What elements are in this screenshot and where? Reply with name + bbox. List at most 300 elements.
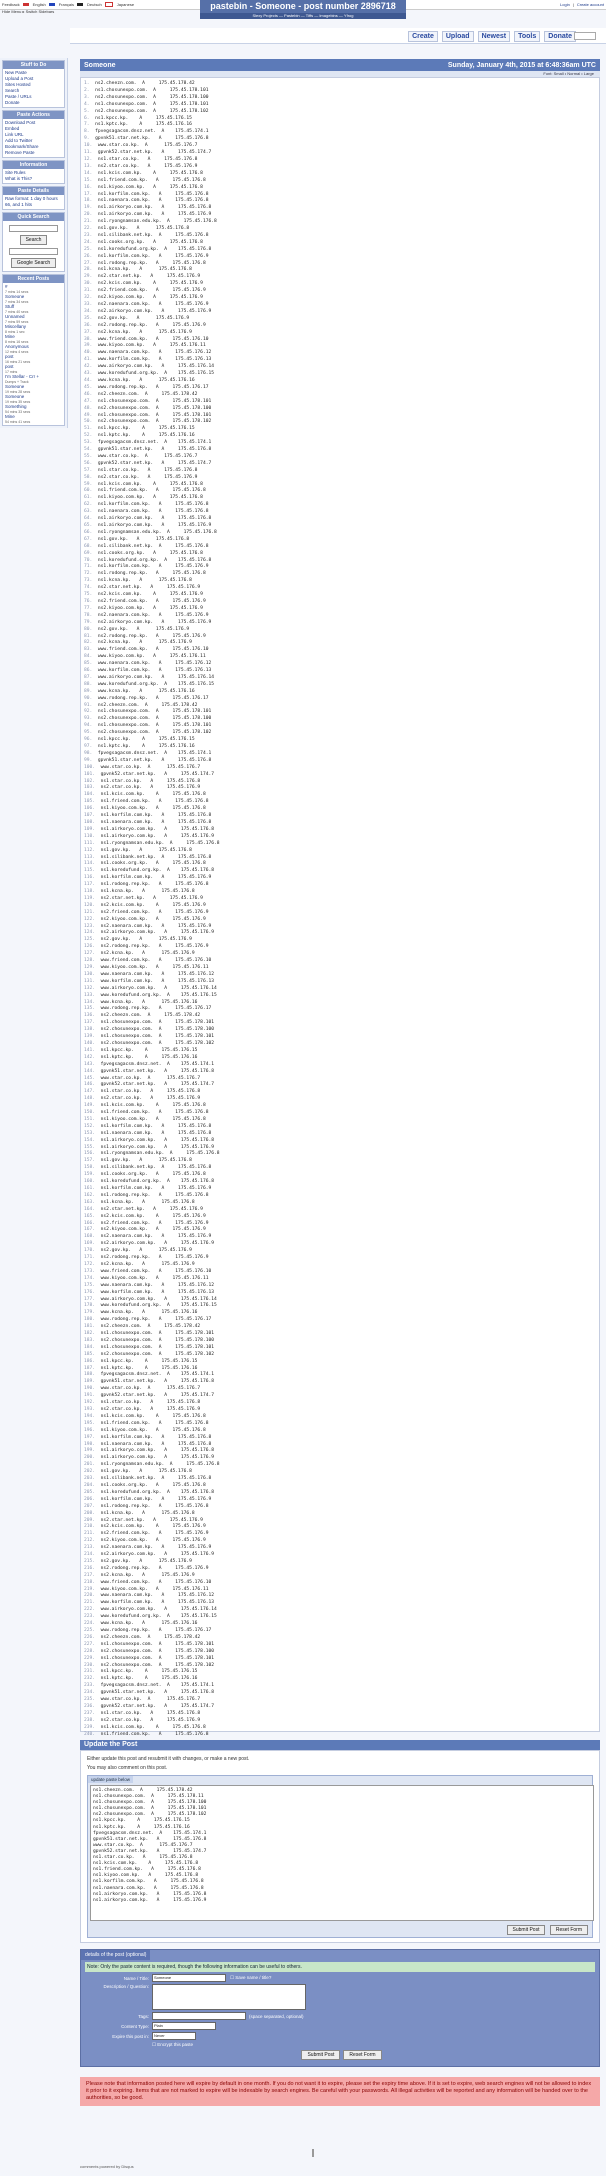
line-text: ns1.ryongnamsan.edu.kp. A 175.45.176.8: [97, 219, 217, 225]
line-text: ns1.chosunexpo.com. A 175.45.178.101: [100, 1020, 215, 1026]
line-number: 19.: [84, 205, 98, 211]
line-text: ns1.chosunexpo.com. A 175.45.178.101: [100, 1655, 215, 1661]
line-text: www.kcna.kp. A 175.45.176.16: [97, 377, 195, 383]
line-text: ns1.kpcc.kp. A 175.45.176.15: [100, 1358, 198, 1364]
code-line: [84, 896, 596, 903]
line-text: ns2.rodong.rep.kp. A 175.45.176.9: [97, 633, 206, 639]
line-text: ns2.chosunexpo.com. A 175.45.178.100: [97, 716, 212, 722]
sidebar-item-action-3[interactable]: Add to Twitter: [5, 138, 33, 143]
sidebar-item-action-2[interactable]: Link URL: [5, 132, 24, 137]
line-text: ns1.cooks.org.kp. A 175.45.176.8: [100, 1172, 206, 1178]
line-text: ns2.kcis.com.kp. A 175.45.176.9: [100, 1213, 206, 1219]
line-text: ns1.kptc.kp. A 175.45.176.16: [95, 122, 192, 128]
sidebar-item-stuff-4[interactable]: Paste / URLs: [5, 94, 32, 99]
line-text: ns2.gov.kp. A 175.45.176.9: [97, 315, 190, 321]
flag-icon[interactable]: [105, 2, 113, 7]
line-text: ns2.kiyoo.com.kp. A 175.45.176.9: [100, 916, 206, 922]
line-number: 132.: [84, 985, 101, 991]
content-type-select[interactable]: Plain: [152, 2022, 216, 2030]
post-content: [80, 59, 600, 2106]
recent-post-age: 54 mins 33 secs: [5, 410, 31, 414]
line-text: ns1.kiyoo.com.kp. A 175.45.176.8: [97, 184, 203, 190]
line-text: gpvnk51.star.net.kp. A 175.45.176.8: [100, 1068, 215, 1074]
recent-post-3[interactable]: [5, 314, 62, 324]
sidebar-item-stuff-0[interactable]: New Paste: [5, 70, 27, 75]
reset-form-button[interactable]: Reset Form: [550, 1925, 588, 1935]
nav-donate[interactable]: Donate: [544, 31, 576, 42]
line-number: 58.: [84, 474, 98, 480]
line-text: ns1.ryongnamsan.edu.kp. A 175.45.176.8: [97, 529, 217, 535]
line-text: ns1.kcis.com.kp. A 175.45.176.8: [97, 170, 203, 176]
line-number: 115.: [84, 868, 101, 874]
recent-post-13[interactable]: [5, 414, 62, 424]
line-text: www.rodong.rep.kp. A 175.45.176.17: [97, 384, 209, 390]
line-number: 113.: [84, 854, 101, 860]
login-link[interactable]: Login: [560, 2, 570, 7]
code-line: [84, 1435, 596, 1442]
line-text: ns1.friend.com.kp. A 175.45.176.8: [100, 799, 209, 805]
line-text: ns2.gov.kp. A 175.45.176.9: [97, 626, 190, 632]
name-label: Name / Title:: [123, 1975, 149, 1981]
sidebar-item-action-0[interactable]: Download Post: [5, 120, 36, 125]
line-text: ns2.airkoryo.com.kp. A 175.45.176.9: [100, 1552, 215, 1558]
line-number: 171.: [84, 1255, 101, 1261]
code-line: [84, 599, 596, 606]
code-line: [84, 447, 596, 454]
line-number: 33.: [84, 302, 98, 307]
code-line: [84, 972, 596, 979]
recent-post-0[interactable]: [5, 284, 62, 294]
code-line: [84, 1635, 596, 1642]
line-number: 199.: [84, 1448, 101, 1454]
code-line: [84, 1110, 596, 1117]
line-text: ns2.kcna.kp. A 175.45.176.9: [100, 1572, 195, 1578]
code-line: [84, 371, 596, 378]
line-text: ns2.airkoryo.com.kp. A 175.45.176.9: [97, 308, 212, 314]
code-line: [84, 1545, 596, 1552]
line-number: 149.: [84, 1103, 101, 1109]
paste-textarea[interactable]: [90, 1785, 594, 1921]
sidebar-item-info-1[interactable]: What is This?: [5, 176, 33, 181]
line-number: 37.: [84, 329, 98, 335]
line-text: ns1.gov.kp. A 175.45.176.8: [100, 847, 192, 853]
submit-post-button[interactable]: Submit Post: [507, 1925, 546, 1935]
line-text: ns2.chosunexpo.com. A 175.45.178.102: [97, 730, 212, 736]
sidebar-item-action-4[interactable]: Bookmark/Share: [5, 144, 39, 149]
recent-post-title[interactable]: Something: [5, 404, 27, 409]
line-number: 91.: [84, 702, 98, 708]
line-number: 112.: [84, 847, 101, 853]
code-line: [84, 1276, 596, 1283]
line-text: ns2.star.net.kp. A 175.45.176.9: [97, 274, 201, 280]
line-text: www.star.co.kp. A 175.45.176.7: [100, 1697, 201, 1703]
sidebar-item-stuff-1[interactable]: Upload a Post: [5, 76, 34, 81]
line-text: fpvegsagacsm.dnsz.net. A 175.45.174.1: [95, 129, 209, 135]
code-line: [84, 1511, 596, 1518]
expire-select[interactable]: Never: [152, 2032, 196, 2040]
encrypt-checkbox[interactable]: ☐ Encrypt this paste: [152, 2042, 194, 2047]
line-number: 212.: [84, 1538, 101, 1544]
line-number: 154.: [84, 1137, 101, 1143]
line-number: 95.: [84, 730, 98, 736]
line-text: ns2.kcis.com.kp. A 175.45.176.9: [97, 592, 203, 598]
paste-details: Raw format: 1 day 0 hours 66, and 1 hits: [5, 196, 58, 207]
line-text: ns2.gov.kp. A 175.45.176.9: [100, 1248, 192, 1254]
flag-icon[interactable]: [49, 3, 55, 6]
line-text: ns2.kiyoo.com.kp. A 175.45.176.9: [97, 295, 203, 301]
recent-post-title[interactable]: Someone: [5, 294, 25, 299]
recent-post-title[interactable]: Miscellany: [5, 324, 27, 329]
recent-post-12[interactable]: [5, 404, 62, 414]
line-number: 130.: [84, 971, 101, 977]
code-line: [84, 551, 596, 558]
recent-post-title[interactable]: Mine: [5, 334, 15, 339]
line-text: ns1.kcis.com.kp. A 175.45.176.8: [100, 792, 206, 798]
line-number: 239.: [84, 1724, 101, 1730]
code-line: [84, 1483, 596, 1490]
code-line: [84, 661, 596, 668]
sidebar-item-action-5[interactable]: Remove Paste: [5, 150, 35, 155]
code-line: [84, 1704, 596, 1711]
nav-upload[interactable]: Upload: [442, 31, 474, 42]
recent-post-8[interactable]: [5, 364, 62, 374]
code-line: [84, 247, 596, 254]
line-text: ns1.airkoryo.com.kp. A 175.45.176.9: [97, 212, 212, 218]
line-number: 179.: [84, 1310, 101, 1316]
line-number: 94.: [84, 723, 98, 729]
line-number: 159.: [84, 1172, 101, 1178]
code-line: [84, 820, 596, 827]
sidebar-item-stuff-5[interactable]: Donate: [5, 100, 20, 105]
description-field[interactable]: [152, 1984, 306, 2010]
recent-post-title[interactable]: Anonymous: [5, 344, 29, 349]
disqus-credit[interactable]: comments powered by Disqus: [80, 2164, 134, 2169]
line-text: ns1.chosunexpo.com. A 175.45.178.101: [95, 87, 209, 93]
line-number: 2.: [84, 87, 96, 93]
line-number: 195.: [84, 1420, 101, 1426]
line-text: ns1.kcna.kp. A 175.45.176.8: [97, 267, 192, 273]
line-text: gpvnk52.star.net.kp. A 175.45.174.7: [100, 771, 215, 777]
line-text: www.star.co.kp. A 175.45.176.7: [100, 764, 201, 770]
recent-post-title[interactable]: Mine: [5, 414, 15, 419]
line-text: ns1.gov.kp. A 175.45.176.8: [100, 1158, 192, 1164]
line-text: gpvnk52.star.net.kp. A 175.45.174.7: [100, 1393, 215, 1399]
line-text: ns2.cheezn.com. A 175.45.178.42: [97, 391, 198, 397]
nav-newest[interactable]: Newest: [478, 31, 511, 42]
recent-post-7[interactable]: [5, 354, 62, 364]
line-number: 44.: [84, 377, 98, 383]
line-text: gpvnk52.star.net.kp. A 175.45.174.7: [100, 1703, 215, 1709]
line-number: 119.: [84, 895, 101, 901]
line-number: 172.: [84, 1261, 101, 1267]
google-search-input[interactable]: [9, 248, 58, 255]
line-text: www.friend.com.kp. A 175.45.176.10: [100, 958, 212, 964]
line-text: www.friend.com.kp. A 175.45.176.10: [100, 1268, 212, 1274]
line-text: www.kcna.kp. A 175.45.176.16: [100, 1310, 198, 1316]
post-details-panel: [80, 1949, 600, 2067]
feedback-link[interactable]: Feedback: [2, 2, 20, 7]
nav-tools[interactable]: Tools: [514, 31, 540, 42]
line-number: 65.: [84, 523, 98, 528]
line-number: 234.: [84, 1690, 101, 1696]
line-text: ns1.kiyoo.com.kp. A 175.45.176.8: [100, 806, 206, 812]
line-number: 127.: [84, 951, 101, 957]
line-text: ns1.kcna.kp. A 175.45.176.8: [100, 1510, 195, 1516]
code-line: [84, 475, 596, 482]
line-text: ns1.rodong.rep.kp. A 175.45.176.8: [97, 571, 206, 577]
code-line: [84, 1048, 596, 1055]
line-number: 160.: [84, 1179, 101, 1185]
code-line: [84, 1414, 596, 1421]
line-number: 29.: [84, 274, 98, 280]
line-text: www.naenara.com.kp. A 175.45.176.12: [97, 661, 212, 667]
code-line: [84, 330, 596, 337]
line-text: ns1.korfilm.com.kp. A 175.45.176.9: [100, 875, 212, 881]
line-number: 158.: [84, 1165, 101, 1171]
line-text: ns1.kiyoo.com.kp. A 175.45.176.8: [97, 495, 203, 501]
recent-post-title[interactable]: Someone: [5, 384, 25, 389]
line-number: 101.: [84, 771, 101, 777]
code-line: [84, 461, 596, 468]
line-number: 213.: [84, 1545, 101, 1551]
line-text: ns1.kptc.kp. A 175.45.176.16: [100, 1054, 198, 1060]
line-number: 21.: [84, 219, 98, 225]
flag-icon[interactable]: [77, 3, 83, 6]
line-text: ns2.airkoryo.com.kp. A 175.45.176.9: [97, 619, 212, 625]
line-number: 83.: [84, 647, 98, 653]
flag-icon[interactable]: [23, 3, 29, 6]
code-line: [84, 737, 596, 744]
recent-post-1[interactable]: [5, 294, 62, 304]
line-number: 102.: [84, 778, 101, 784]
code-line: [84, 1055, 596, 1062]
code-line: [84, 516, 596, 523]
lang-english[interactable]: English: [32, 2, 46, 7]
recent-post-11[interactable]: [5, 394, 62, 404]
line-text: ns1.kcna.kp. A 175.45.176.8: [97, 578, 192, 584]
save-name-checkbox[interactable]: ☐ Save name / title?: [230, 1975, 272, 1980]
code-line: [84, 1559, 596, 1566]
details-reset-button[interactable]: Reset Form: [343, 2050, 381, 2060]
recent-post-10[interactable]: [5, 384, 62, 394]
line-text: ns1.cooks.org.kp. A 175.45.176.8: [100, 861, 206, 867]
quick-search-button[interactable]: Search: [20, 235, 48, 245]
name-field[interactable]: Someone: [152, 1974, 226, 1982]
recent-post-4[interactable]: [5, 324, 62, 334]
line-text: ns1.friend.com.kp. A 175.45.176.8: [97, 488, 206, 494]
line-text: ns2.airkoryo.com.kp. A 175.45.176.9: [100, 930, 215, 936]
recent-post-6[interactable]: [5, 344, 62, 354]
line-number: 89.: [84, 688, 98, 694]
site-links[interactable]: Slexy Projects — Pastebin — Tiffs — Imagebins — Yfrog: [200, 13, 406, 19]
line-text: ns2.rodong.rep.kp. A 175.45.176.9: [100, 1565, 209, 1571]
recent-post-9[interactable]: [5, 374, 62, 384]
line-number: 41.: [84, 357, 98, 363]
sidebar-item-info-0[interactable]: Site Rules: [5, 170, 26, 175]
line-text: ns1.kptc.kp. A 175.45.176.16: [97, 744, 195, 749]
code-line: [84, 1345, 596, 1352]
line-number: 87.: [84, 674, 98, 680]
line-text: ns2.friend.com.kp. A 175.45.176.9: [100, 1220, 209, 1226]
line-text: www.kcna.kp. A 175.45.176.16: [100, 1621, 198, 1627]
line-number: 207.: [84, 1503, 101, 1509]
line-number: 22.: [84, 226, 98, 232]
line-number: 75.: [84, 592, 98, 598]
site-title: pastebin - Someone - post number 2896718: [200, 0, 406, 13]
google-search-button[interactable]: Google Search: [11, 258, 56, 268]
line-text: ns2.star.net.kp. A 175.45.176.9: [100, 1517, 203, 1523]
line-text: www.kiyoo.com.kp. A 175.45.176.11: [97, 343, 206, 349]
line-text: www.korfilm.com.kp. A 175.45.176.13: [100, 1289, 215, 1295]
font-size-options[interactable]: Font: Small • Normal • Large: [80, 71, 600, 77]
line-number: 120.: [84, 902, 101, 908]
code-line: [84, 1697, 596, 1704]
line-number: 138.: [84, 1027, 101, 1033]
line-number: 201.: [84, 1462, 101, 1468]
line-text: ns2.star.net.kp. A 175.45.176.9: [100, 895, 203, 901]
line-number: 12.: [84, 156, 98, 162]
line-text: ns2.star.co.kp. A 175.45.176.9: [97, 474, 198, 480]
lang-french[interactable]: Français: [58, 2, 75, 7]
line-number: 137.: [84, 1020, 101, 1026]
line-number: 228.: [84, 1648, 101, 1654]
line-text: ns2.rodong.rep.kp. A 175.45.176.9: [100, 944, 209, 950]
line-text: ns1.korfilm.com.kp. A 175.45.176.8: [97, 502, 209, 508]
recent-post-title[interactable]: Unnamed: [5, 314, 25, 319]
line-number: 23.: [84, 232, 98, 238]
line-text: ns2.star.net.kp. A 175.45.176.9: [100, 1206, 203, 1212]
recent-post-title[interactable]: Stuff: [5, 304, 15, 309]
line-text: ns2.star.co.kp. A 175.45.176.9: [100, 1407, 201, 1412]
line-number: 187.: [84, 1365, 101, 1371]
line-number: 191.: [84, 1393, 101, 1399]
line-number: 133.: [84, 992, 101, 998]
line-text: ns2.cheezn.com. A 175.45.178.42: [97, 702, 198, 708]
recent-post-title[interactable]: post: [5, 354, 14, 359]
code-line: [84, 1179, 596, 1186]
recent-post-title[interactable]: #: [5, 284, 8, 289]
line-text: ns1.star.co.kp. A 175.45.176.8: [97, 156, 198, 162]
update-panel: [87, 1775, 593, 1938]
lang-japanese[interactable]: Japanese: [116, 2, 135, 7]
line-number: 231.: [84, 1669, 101, 1675]
line-number: 40.: [84, 350, 98, 356]
line-number: 77.: [84, 605, 98, 611]
line-number: 107.: [84, 813, 101, 819]
line-number: 124.: [84, 930, 101, 936]
line-number: 129.: [84, 965, 101, 970]
line-number: 8.: [84, 129, 96, 135]
line-text: www.kiyoo.com.kp. A 175.45.176.11: [100, 965, 209, 970]
line-number: 50.: [84, 419, 98, 425]
recent-post-title[interactable]: Someone: [5, 394, 25, 399]
line-text: ns2.kcna.kp. A 175.45.176.9: [100, 1261, 195, 1267]
line-number: 1.: [84, 81, 96, 86]
code-line: [84, 1041, 596, 1048]
code-line: [84, 1117, 596, 1124]
line-number: 63.: [84, 509, 98, 515]
line-text: ns1.korfilm.com.kp. A 175.45.176.8: [100, 813, 212, 819]
line-number: 193.: [84, 1407, 101, 1412]
line-text: www.friend.com.kp. A 175.45.176.10: [97, 336, 209, 342]
expiry-warning: Please note that information posted here will expire by default in one month. If you do not want it to expire, please set the expiry time above. If it is set to expire, web search engines will not be allowed to index it prior to it expiring. Items that are not marked to expire will be indexable by search engines. Be careful with your passwords. All illegal activities will be reported and any information will be handed over to the authorities, so be good.: [80, 2077, 600, 2106]
line-number: 42.: [84, 364, 98, 370]
line-number: 140.: [84, 1040, 101, 1046]
code-line: [84, 827, 596, 834]
code-line: [84, 1476, 596, 1483]
quick-search-input[interactable]: [9, 225, 58, 232]
recent-post-2[interactable]: [5, 304, 62, 314]
line-text: ns1.kcis.com.kp. A 175.45.176.8: [100, 1413, 206, 1419]
line-number: 219.: [84, 1586, 101, 1592]
line-number: 26.: [84, 253, 98, 259]
recent-post-age: 17 mins: [5, 370, 18, 374]
line-number: 237.: [84, 1710, 101, 1716]
code-line: [84, 1331, 596, 1338]
line-number: 151.: [84, 1116, 101, 1122]
line-text: ns2.kiyoo.com.kp. A 175.45.176.9: [97, 605, 203, 611]
line-text: ns2.naenara.com.kp. A 175.45.176.9: [97, 612, 209, 618]
line-number: 236.: [84, 1703, 101, 1709]
recent-post-title[interactable]: post: [5, 364, 14, 369]
tags-field[interactable]: [152, 2012, 246, 2020]
line-text: ns1.chosunexpo.com. A 175.45.178.101: [97, 398, 212, 404]
line-text: ns1.chosunexpo.com. A 175.45.178.101: [100, 1331, 215, 1337]
recent-post-title[interactable]: I'm Stellar - Crr +: [5, 374, 39, 379]
line-number: 164.: [84, 1206, 101, 1212]
line-text: ns1.friend.com.kp. A 175.45.176.8: [100, 1731, 209, 1737]
sidebar-item-stuff-2[interactable]: Sites Hosted: [5, 82, 31, 87]
line-text: ns1.chosunexpo.com. A 175.45.178.101: [97, 723, 212, 729]
line-number: 35.: [84, 315, 98, 321]
create-account-link[interactable]: Create account: [576, 2, 604, 7]
line-number: 45.: [84, 384, 98, 390]
code-line: [84, 903, 596, 910]
line-number: 194.: [84, 1413, 101, 1419]
line-text: ns2.chosunexpo.com. A 175.45.178.100: [100, 1648, 215, 1654]
details-submit-button[interactable]: Submit Post: [301, 2050, 340, 2060]
code-line: [84, 95, 596, 102]
line-text: www.airkoryo.com.kp. A 175.45.176.14: [97, 364, 215, 370]
code-line: [84, 993, 596, 1000]
top-search-input[interactable]: [574, 32, 596, 40]
code-line: [84, 889, 596, 896]
line-text: ns2.cheezn.com. A 175.45.178.42: [100, 1634, 201, 1640]
line-text: www.airkoryo.com.kp. A 175.45.176.14: [100, 1296, 217, 1302]
line-text: ns1.gov.kp. A 175.45.176.8: [100, 1469, 192, 1475]
line-number: 176.: [84, 1289, 101, 1295]
lang-german[interactable]: Deutsch: [87, 2, 102, 7]
line-number: 134.: [84, 999, 101, 1005]
line-number: 57.: [84, 467, 98, 473]
line-number: 181.: [84, 1324, 101, 1330]
line-number: 217.: [84, 1572, 101, 1578]
nav-create[interactable]: Create: [408, 31, 438, 42]
expire-label: Expire this post in:: [112, 2033, 149, 2039]
sidebar-item-action-1[interactable]: Embed: [5, 126, 20, 131]
hide-menu-link[interactable]: Hide Menu ▸ Switch Sidebars: [2, 9, 55, 14]
line-number: 198.: [84, 1441, 101, 1447]
code-line: [84, 1711, 596, 1718]
line-text: ns1.airkoryo.com.kp. A 175.45.176.9: [100, 1455, 215, 1461]
scroll-handle[interactable]: [312, 2149, 314, 2157]
line-number: 186.: [84, 1358, 101, 1364]
recent-post-5[interactable]: [5, 334, 62, 344]
line-text: ns2.chosunexpo.com. A 175.45.178.102: [100, 1662, 215, 1668]
code-line: [84, 1400, 596, 1407]
sidebar-item-stuff-3[interactable]: Search: [5, 88, 20, 93]
line-number: 182.: [84, 1331, 101, 1337]
